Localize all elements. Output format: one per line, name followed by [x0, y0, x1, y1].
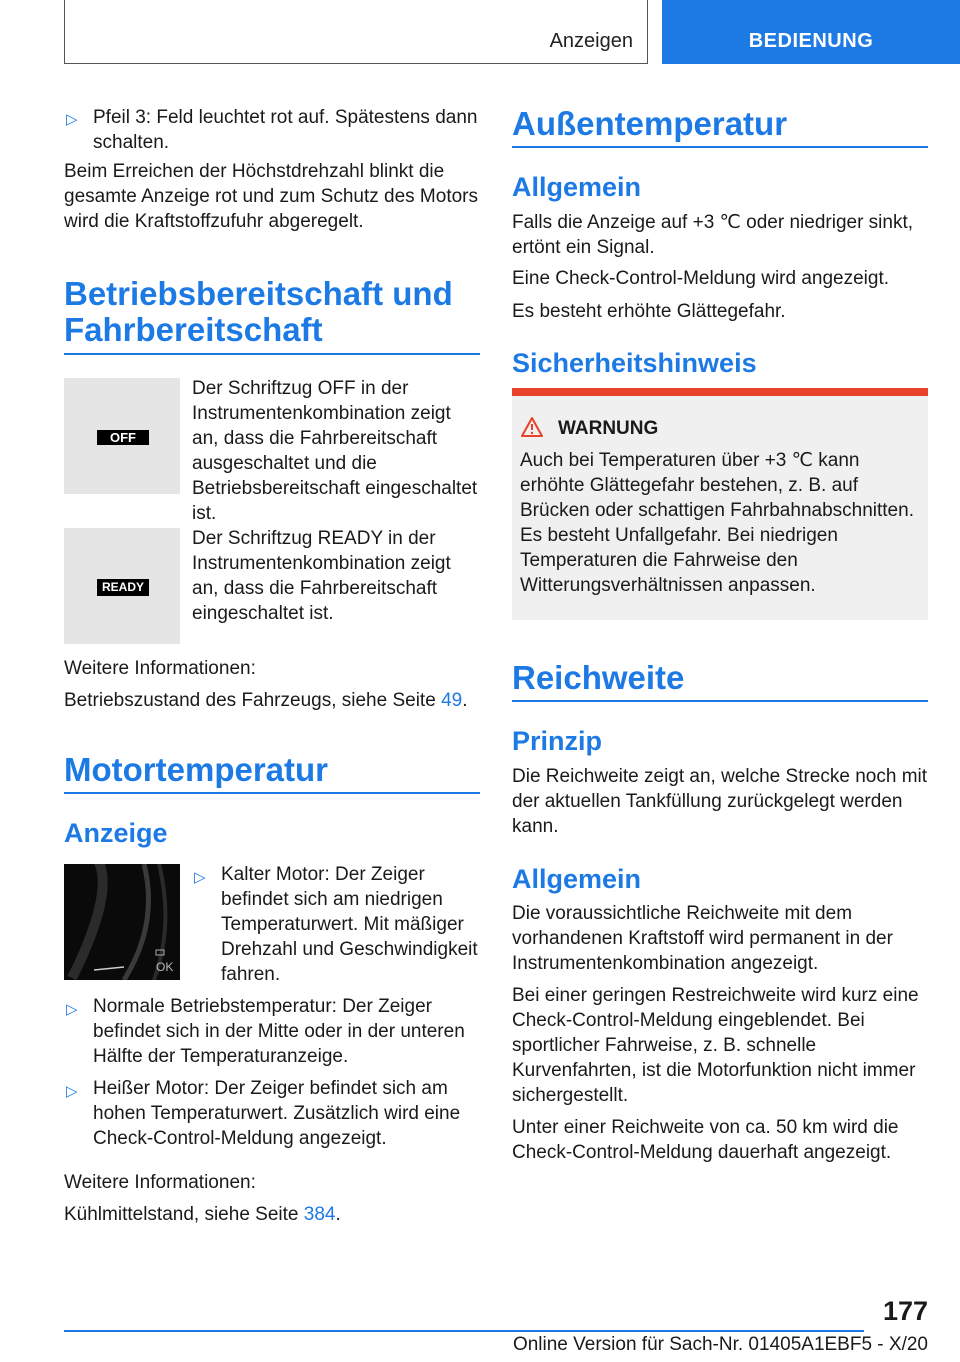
heading-rule	[512, 146, 928, 148]
warning-title: WARNUNG	[558, 418, 659, 439]
bullet-kalter-motor: Kalter Motor: Der Zeiger befindet sich am niedrigen Temperaturwert. Mit mäßiger Drehzahl und Geschwindigkeit fahren.	[221, 864, 478, 985]
para-check-control: Eine Check-Control-Meldung wird angezeigt.	[512, 268, 890, 289]
footer-rule	[64, 1330, 864, 1332]
betriebszustand-ref: Betriebszustand des Fahrzeugs, siehe Seite 49.	[64, 690, 468, 711]
para-voraussichtliche: Die voraussichtliche Reichweite mit dem vorhandenen Kraftstoff wird permanent in der Instrumentenkombination angezeigt.	[512, 903, 893, 974]
header-section-box	[64, 0, 648, 64]
heading-aussentemperatur: Außentemperatur	[512, 105, 788, 142]
bullet-triangle-icon: ▷	[66, 1001, 78, 1018]
off-indicator-image	[64, 378, 180, 494]
heading-motortemperatur: Motortemperatur	[64, 751, 329, 788]
header-chapter-label: BEDIENUNG	[748, 30, 874, 52]
heading-betrieb-line1: Betriebsbereitschaft und	[64, 275, 453, 312]
off-description: Der Schriftzug OFF in der Instrumentenkombination zeigt an, dass die Fahrbereitschaft ausgeschaltet und die Betriebsbereitschaft eingeschaltet ist.	[192, 378, 478, 524]
header-section-title: Anzeigen	[549, 30, 633, 52]
heading-betrieb-line2: Fahrbereitschaft	[64, 311, 323, 348]
header-chapter-tab[interactable]	[662, 0, 960, 64]
bullet-pfeil3: Pfeil 3: Feld leuchtet rot auf. Spätestens dann schalten.	[93, 107, 478, 153]
page-number: 177	[882, 1296, 928, 1326]
page-link-384[interactable]: 384	[303, 1204, 336, 1225]
ready-badge: READY	[97, 579, 149, 596]
heading-allgemein-2: Allgemein	[512, 864, 642, 894]
warning-bar	[512, 388, 928, 396]
heading-prinzip: Prinzip	[512, 726, 603, 756]
kuehlmittel-text: Kühlmittelstand, siehe Seite	[64, 1204, 304, 1225]
bullet-triangle-icon: ▷	[194, 869, 206, 886]
ready-indicator-image	[64, 528, 180, 644]
para-hoechstdrehzahl: Beim Erreichen der Höchstdrehzahl blinkt die gesamte Anzeige rot und zum Schutz des Motors wird die Kraftstoffzufuhr abgeregelt.	[64, 161, 478, 232]
heading-sicherheitshinweis: Sicherheitshinweis	[512, 348, 757, 378]
ready-description: Der Schriftzug READY in der Instrumentenkombination zeigt an, dass die Fahrbereitschaft eingeschaltet ist.	[192, 528, 451, 624]
para-falls: Falls die Anzeige auf +3 ℃ oder niedriger sinkt, ertönt ein Signal.	[512, 212, 914, 258]
heading-reichweite: Reichweite	[512, 659, 685, 696]
heading-allgemein-1: Allgemein	[512, 172, 642, 202]
temperature-gauge-image	[64, 864, 180, 980]
weitere-info-2: Weitere Informationen:	[64, 1172, 256, 1193]
heading-rule	[64, 792, 480, 794]
para-prinzip: Die Reichweite zeigt an, welche Strecke noch mit der aktuellen Tankfüllung zurückgelegt werden kann.	[512, 766, 928, 837]
para-geringe-restreichweite: Bei einer geringen Restreichweite wird kurz eine Check-Control-Meldung eingeblendet. Bei sportlicher Fahrweise, z. B. schnelle Kurvenfahrten, ist die Motorfunktion nicht immer sichergestellt.	[512, 985, 919, 1106]
warning-text: Auch bei Temperaturen über +3 ℃ kann erhöhte Glättegefahr bestehen, z. B. auf Brücken oder schattigen Fahrbahnabschnitten. Es besteht Unfallgefahr. Bei niedrigen Temperaturen die Fahrweise den Witterungsverhältnissen anpassen.	[520, 450, 914, 596]
warning-triangle-icon	[520, 416, 544, 438]
bullet-heisser-motor: Heißer Motor: Der Zeiger befindet sich am hohen Temperaturwert. Zusätzlich wird eine Check-Control-Meldung angezeigt.	[93, 1078, 461, 1149]
betriebszustand-text: Betriebszustand des Fahrzeugs, siehe Seite	[64, 690, 442, 711]
gauge-ok-label: OK	[156, 960, 174, 974]
page-link-49[interactable]: 49	[441, 690, 463, 711]
heading-rule	[512, 700, 928, 702]
heading-betriebsbereitschaft	[64, 276, 484, 348]
kuehlmittel-ref: Kühlmittelstand, siehe Seite 384.	[64, 1204, 341, 1225]
para-glaettegefahr: Es besteht erhöhte Glättegefahr.	[512, 301, 786, 322]
heading-anzeige: Anzeige	[64, 818, 168, 848]
bullet-normale-temperatur: Normale Betriebstemperatur: Der Zeiger befindet sich in der Mitte oder in der unteren Hälfte der Temperaturanzeige.	[93, 996, 465, 1067]
footer-version: Online Version für Sach-Nr. 01405A1EBF5 - X/20	[512, 1334, 928, 1355]
bullet-triangle-icon: ▷	[66, 1083, 78, 1100]
off-badge: OFF	[97, 430, 149, 445]
para-unter-reichweite: Unter einer Reichweite von ca. 50 km wird die Check-Control-Meldung dauerhaft angezeigt.	[512, 1117, 899, 1163]
weitere-info-1: Weitere Informationen:	[64, 658, 256, 679]
bullet-triangle-icon: ▷	[66, 111, 78, 128]
heading-rule	[64, 353, 480, 355]
